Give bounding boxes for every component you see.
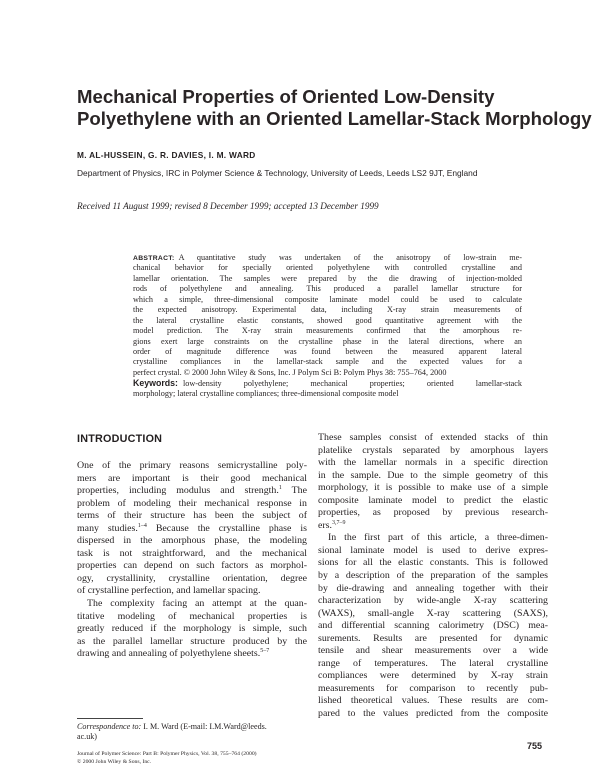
citation-ref: 1 — [278, 485, 282, 492]
journal-ref-line: Journal of Polymer Science: Part B: Polymer Physics, Vol. 38, 755–764 (2000) — [77, 751, 257, 757]
body-line: platelike crystals separated by amorphous layers — [318, 444, 548, 456]
abstract-line: rods of polyethylene and annealing. This produced a parallel lamellar structure for — [133, 284, 522, 294]
title-line: Polyethylene with an Oriented Lamellar-Stack Morphology — [77, 108, 592, 129]
received-dates: Received 11 August 1999; revised 8 December 1999; accepted 13 December 1999 — [77, 201, 379, 211]
citation-ref: 1–4 — [137, 522, 147, 529]
body-line — [77, 485, 307, 498]
keywords-text: low-density polyethylene; mechanical properties; oriented lamellar-stack — [182, 379, 522, 389]
body-line: These samples consist of extended stacks of thin — [318, 432, 548, 443]
keywords-line: morphology; lateral crystalline compliances; three-dimensional composite model — [133, 388, 399, 398]
body-line: characterization by wide-angle X-ray scattering — [318, 595, 548, 607]
body-text: The — [281, 485, 307, 497]
body-line: mers are important is their good mechanical — [77, 472, 307, 484]
body-text: Because the crystalline phase is — [146, 522, 307, 534]
body-line: and differential scanning calorimetry (DSC) mea- — [318, 620, 548, 632]
abstract-line: model prediction. The X-ray strain measurements confirmed that the amorphous re- — [133, 326, 522, 336]
body-line: dispersed in the amorphous phase, the modeling — [77, 535, 307, 547]
body-line: as the parallel lamellar structure produced by the — [77, 635, 307, 647]
article-title — [77, 86, 592, 130]
abstract-line: chanical behavior for specially oriented polyethylene with controlled crystalline and — [133, 263, 522, 273]
body-line: In the first part of this article, a three-dimen- — [328, 532, 548, 544]
journal-reference — [77, 751, 317, 766]
abstract-line: the lateral crystalline elastic constants, showed good quantitative agreement with the — [133, 315, 522, 325]
body-line: composite laminate model to predict the elastic — [318, 494, 548, 506]
body-line — [77, 523, 307, 536]
body-line: with the lamellar normals in a specific direction — [318, 457, 548, 469]
section-heading-introduction: INTRODUCTION — [77, 433, 163, 445]
body-line: sional laminate model is used to derive expres- — [318, 544, 548, 556]
citation-ref: 5–7 — [260, 648, 270, 655]
footnote-text: I. M. Ward (E-mail: I.M.Ward@leeds. — [141, 722, 267, 731]
footnote-label: Correspondence to: — [77, 722, 142, 731]
body-text: drawing and annealing of polyethylene sheets. — [77, 648, 261, 660]
title-line: Mechanical Properties of Oriented Low-Density — [77, 86, 495, 107]
abstract-line: order of magnitude difference was found between the measured apparent lateral — [133, 346, 522, 356]
keywords-line — [133, 378, 522, 388]
body-line: in the sample. Due to the simple geometry of this — [318, 469, 548, 481]
abstract-line — [133, 253, 522, 263]
body-text: properties, including modulus and strength. — [77, 485, 279, 497]
citation-ref: 3,7–9 — [331, 519, 346, 526]
body-text: many studies. — [77, 522, 138, 534]
body-line — [77, 648, 307, 661]
keywords-label: Keywords: — [133, 378, 178, 389]
body-line: greatly reduced if the morphology is simple, such — [77, 623, 307, 635]
body-line: The complexity facing an attempt at the quan- — [87, 598, 307, 610]
body-line: pared to the values predicted from the composite — [318, 708, 548, 720]
abstract-label: ABSTRACT: — [133, 255, 175, 262]
body-line: tensile and shear measurements over a wide — [318, 645, 548, 657]
body-line: ogy, crystallinity, crystalline orientation, degree — [77, 572, 307, 584]
author-list: M. AL-HUSSEIN, G. R. DAVIES, I. M. WARD — [77, 150, 256, 160]
abstract-line: perfect crystal. © 2000 John Wiley & Sons, Inc. J Polym Sci B: Polym Phys 38: 755–764, 2000 — [133, 367, 447, 377]
body-line: properties can depend on such factors as morphol- — [77, 560, 307, 572]
body-line: titative modeling of mechanical properties is — [77, 610, 307, 622]
footnote-divider — [77, 718, 143, 719]
body-line: compliances were determined by X-ray strain — [318, 670, 548, 682]
body-line: properties, as proposed by previous research- — [318, 507, 548, 519]
footnote-line: ac.uk) — [77, 731, 97, 741]
body-line: problem of modeling their mechanical response in — [77, 497, 307, 509]
body-line: range of temperatures. The lateral crystalline — [318, 657, 548, 669]
body-line: terms of their structure has been the subject of — [77, 510, 307, 522]
abstract-line: gions exert large constraints on the crystalline phase in the lateral directions, where an — [133, 336, 522, 346]
body-line: (WAXS), small-angle X-ray scattering (SAXS), — [318, 607, 548, 619]
body-text: ers. — [318, 519, 332, 531]
abstract-line: which a simple, three-dimensional composite laminate model could be used to calculate — [133, 294, 522, 304]
left-column — [77, 460, 307, 661]
affiliation: Department of Physics, IRC in Polymer Science & Technology, University of Leeds, Leeds LS2 9JT, England — [77, 168, 478, 178]
abstract-line: the expected anisotropy. Experimental data, including X-ray strain measurements of — [133, 305, 522, 315]
correspondence-footnote — [77, 722, 307, 742]
abstract-line: lamellar orientation. The samples were prepared by the die drawing of injection-molded — [133, 273, 522, 283]
journal-ref-line: © 2000 John Wiley & Sons, Inc. — [77, 758, 152, 765]
body-line: sions for all the elastic constants. This is followed — [318, 557, 548, 569]
body-line: task is not straightforward, and the mechanical — [77, 547, 307, 559]
body-line: of crystalline perfection, and lamellar spacing. — [77, 585, 261, 597]
abstract-text: A quantitative study was undertaken of the anisotropy of low-strain me- — [178, 253, 522, 262]
body-line: morphology, it is possible to make use of a simple — [318, 482, 548, 494]
footnote-line — [77, 722, 307, 732]
abstract-block — [133, 253, 522, 399]
body-line: by die-drawing and annealing together with their — [318, 582, 548, 594]
body-line — [318, 520, 548, 533]
abstract-line: crystalline compliances in the lamellar-stack sample and the expected values for a — [133, 357, 522, 367]
body-line: One of the primary reasons semicrystalline poly- — [77, 460, 307, 471]
body-line: by a description of the preparation of the samples — [318, 570, 548, 582]
body-line: surements. Results are presented for dynamic — [318, 632, 548, 644]
body-line: lished theoretical values. These results are com- — [318, 695, 548, 707]
body-line: measurements for comparison to recently pub- — [318, 682, 548, 694]
right-column — [318, 432, 548, 721]
page-number: 755 — [527, 741, 543, 751]
